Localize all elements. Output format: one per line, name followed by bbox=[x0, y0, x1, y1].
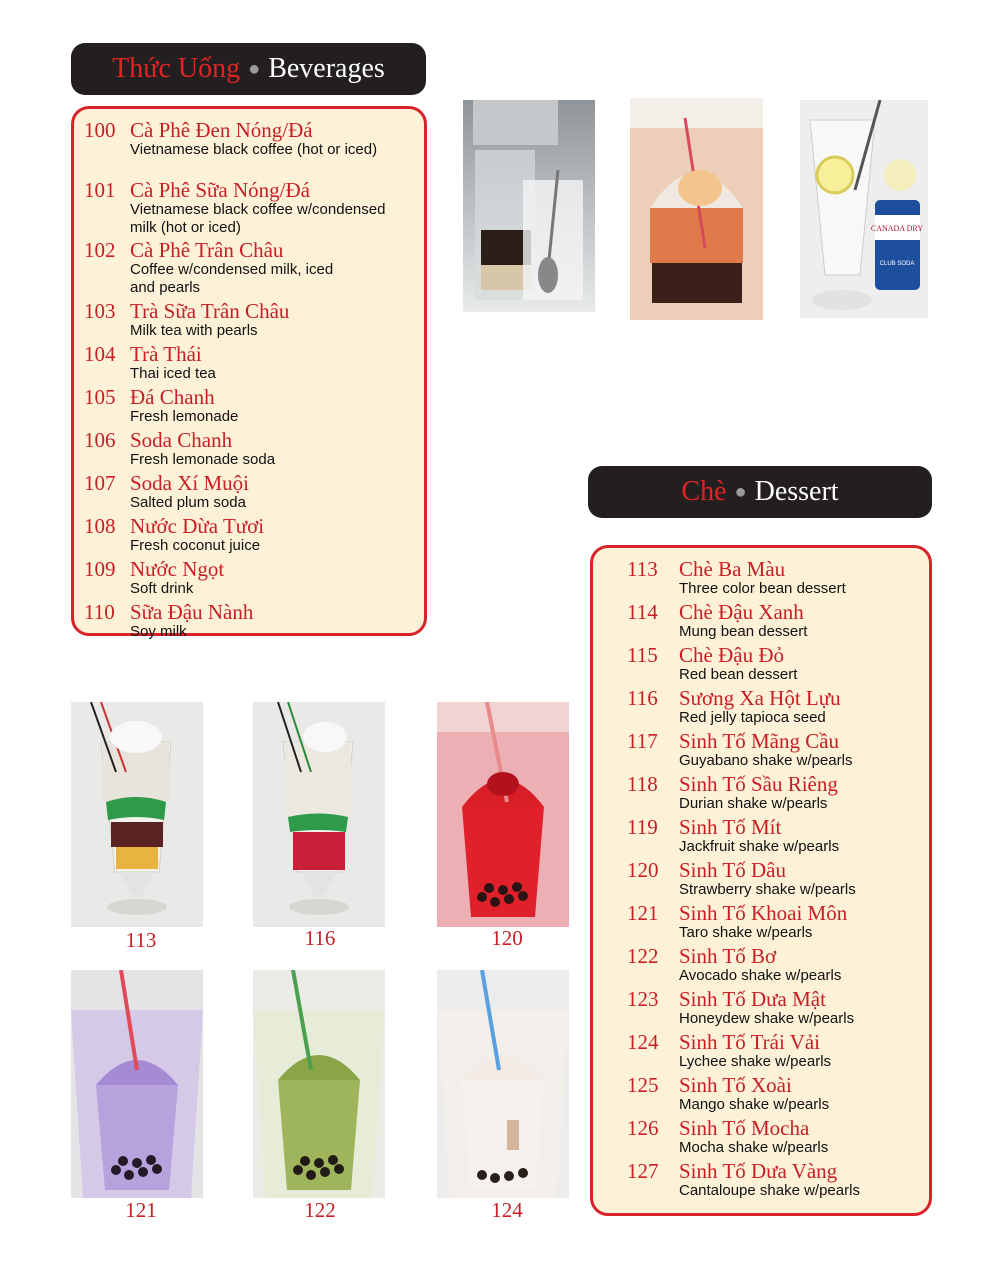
can-brand-label: CANADA DRY bbox=[870, 224, 924, 233]
item-number: 104 bbox=[84, 342, 116, 366]
photo-vietnamese-coffee bbox=[463, 100, 595, 312]
photo-lemonade-soda bbox=[800, 100, 928, 318]
item-name: Sinh Tố Mít bbox=[679, 815, 782, 839]
menu-item bbox=[84, 386, 424, 429]
item-description: Red jelly tapioca seed bbox=[679, 709, 826, 726]
menu-item bbox=[84, 601, 424, 644]
photo-shake-120 bbox=[437, 702, 569, 927]
item-name: Sinh Tố Khoai Môn bbox=[679, 901, 848, 925]
item-number: 114 bbox=[627, 600, 658, 624]
item-description: Vietnamese black coffee w/condensed milk (hot or iced) bbox=[130, 201, 386, 236]
item-name: Chè Ba Màu bbox=[679, 557, 786, 581]
item-name: Đá Chanh bbox=[130, 385, 215, 409]
item-description: Durian shake w/pearls bbox=[679, 795, 828, 812]
item-name: Soda Chanh bbox=[130, 428, 233, 452]
item-description: Mango shake w/pearls bbox=[679, 1096, 830, 1113]
menu-item bbox=[627, 859, 929, 902]
beverages-title-vi: Thức Uống bbox=[112, 53, 241, 84]
item-name: Trà Thái bbox=[130, 342, 202, 366]
photo-shake-124 bbox=[437, 970, 569, 1198]
photo-label-124: 124 bbox=[491, 1198, 523, 1222]
item-name: Nước Dừa Tươi bbox=[130, 514, 265, 538]
item-name: Nước Ngọt bbox=[130, 557, 225, 581]
item-name: Sinh Tố Trái Vải bbox=[679, 1030, 821, 1054]
item-name: Chè Đậu Xanh bbox=[679, 600, 804, 624]
item-number: 107 bbox=[84, 471, 116, 495]
item-number: 109 bbox=[84, 557, 116, 581]
item-number: 101 bbox=[84, 178, 116, 202]
menu-item bbox=[627, 601, 929, 644]
dessert-title-vi: Chè bbox=[681, 476, 727, 507]
item-number: 121 bbox=[627, 901, 659, 925]
item-description: Red bean dessert bbox=[679, 666, 798, 683]
photo-label-121: 121 bbox=[125, 1198, 157, 1222]
menu-item bbox=[627, 687, 929, 730]
item-name: Sinh Tố Dưa Vàng bbox=[679, 1159, 838, 1183]
item-description: Three color bean dessert bbox=[679, 580, 846, 597]
item-description: Fresh coconut juice bbox=[130, 537, 261, 554]
bullet-separator: ● bbox=[248, 57, 261, 80]
item-number: 120 bbox=[627, 858, 659, 882]
menu-item bbox=[84, 472, 424, 515]
item-number: 113 bbox=[627, 557, 658, 581]
item-name: Sinh Tố Xoài bbox=[679, 1073, 792, 1097]
item-name: Chè Đậu Đỏ bbox=[679, 643, 784, 667]
item-number: 116 bbox=[627, 686, 658, 710]
item-number: 106 bbox=[84, 428, 116, 452]
menu-item bbox=[84, 558, 424, 601]
item-name: Sương Xa Hột Lựu bbox=[679, 686, 841, 710]
beverages-title-en: Beverages bbox=[268, 53, 385, 84]
menu-item bbox=[84, 179, 424, 239]
item-name: Sinh Tố Sầu Riêng bbox=[679, 772, 838, 796]
menu-item bbox=[627, 644, 929, 687]
menu-item bbox=[84, 429, 424, 472]
menu-item bbox=[84, 515, 424, 558]
item-number: 119 bbox=[627, 815, 658, 839]
menu-item bbox=[627, 902, 929, 945]
item-description: Mocha shake w/pearls bbox=[679, 1139, 829, 1156]
menu-item bbox=[627, 945, 929, 988]
dessert-header bbox=[588, 466, 932, 518]
item-description: Fresh lemonade soda bbox=[130, 451, 276, 468]
photo-label-120: 120 bbox=[491, 926, 523, 950]
item-description: Soft drink bbox=[130, 580, 194, 597]
item-name: Sinh Tố Bơ bbox=[679, 944, 777, 968]
item-number: 117 bbox=[627, 729, 658, 753]
item-number: 122 bbox=[627, 944, 659, 968]
item-number: 105 bbox=[84, 385, 116, 409]
menu-item bbox=[627, 773, 929, 816]
beverages-menu-box bbox=[71, 106, 427, 640]
can-sub-label: CLUB SODA bbox=[879, 261, 915, 267]
photo-dessert-116 bbox=[253, 702, 385, 927]
item-number: 102 bbox=[84, 238, 116, 262]
item-number: 123 bbox=[627, 987, 659, 1011]
item-description: Vietnamese black coffee (hot or iced) bbox=[130, 141, 378, 158]
item-description: Taro shake w/pearls bbox=[679, 924, 813, 941]
photo-shake-122 bbox=[253, 970, 385, 1198]
item-number: 125 bbox=[627, 1073, 659, 1097]
item-description: Fresh lemonade bbox=[130, 408, 239, 425]
menu-item bbox=[627, 1160, 929, 1203]
item-description: Cantaloupe shake w/pearls bbox=[679, 1182, 860, 1199]
menu-item bbox=[627, 1117, 929, 1160]
item-number: 108 bbox=[84, 514, 116, 538]
item-description: Avocado shake w/pearls bbox=[679, 967, 842, 984]
menu-item bbox=[627, 1031, 929, 1074]
menu-item bbox=[84, 239, 424, 300]
item-name: Cà Phê Sữa Nóng/Đá bbox=[130, 178, 310, 202]
menu-item bbox=[627, 1074, 929, 1117]
item-name: Sinh Tố Mocha bbox=[679, 1116, 810, 1140]
item-number: 103 bbox=[84, 299, 116, 323]
bullet-separator: ● bbox=[734, 480, 747, 503]
photo-dessert-113 bbox=[71, 702, 203, 927]
item-description: Guyabano shake w/pearls bbox=[679, 752, 853, 769]
photo-label-122: 122 bbox=[304, 1198, 336, 1222]
item-number: 115 bbox=[627, 643, 658, 667]
photo-thai-tea bbox=[630, 98, 763, 320]
item-description: Mung bean dessert bbox=[679, 623, 808, 640]
dessert-title-en: Dessert bbox=[754, 476, 839, 507]
menu-item bbox=[627, 988, 929, 1031]
menu-item bbox=[627, 816, 929, 859]
item-number: 126 bbox=[627, 1116, 659, 1140]
item-name: Soda Xí Muội bbox=[130, 471, 250, 495]
item-description: Coffee w/condensed milk, iced and pearls bbox=[130, 261, 334, 296]
item-description: Salted plum soda bbox=[130, 494, 246, 511]
item-number: 127 bbox=[627, 1159, 659, 1183]
menu-item bbox=[627, 558, 929, 601]
menu-item bbox=[84, 119, 424, 179]
item-description: Jackfruit shake w/pearls bbox=[679, 838, 840, 855]
item-description: Milk tea with pearls bbox=[130, 322, 258, 339]
menu-item bbox=[84, 343, 424, 386]
item-number: 100 bbox=[84, 118, 116, 142]
item-number: 124 bbox=[627, 1030, 659, 1054]
item-description: Thai iced tea bbox=[130, 365, 216, 382]
item-name: Sinh Tố Mãng Cầu bbox=[679, 729, 840, 753]
menu-item bbox=[627, 730, 929, 773]
item-description: Soy milk bbox=[130, 623, 187, 640]
dessert-menu-box bbox=[590, 545, 932, 1216]
item-description: Strawberry shake w/pearls bbox=[679, 881, 856, 898]
photo-label-113: 113 bbox=[125, 928, 157, 952]
photo-shake-121 bbox=[71, 970, 203, 1198]
beverages-header bbox=[71, 43, 426, 95]
item-name: Sữa Đậu Nành bbox=[130, 600, 254, 624]
item-name: Cà Phê Đen Nóng/Đá bbox=[130, 118, 313, 142]
item-name: Trà Sữa Trân Châu bbox=[130, 299, 290, 323]
item-number: 118 bbox=[627, 772, 658, 796]
item-name: Cà Phê Trân Châu bbox=[130, 238, 284, 262]
item-number: 110 bbox=[84, 600, 115, 624]
menu-item bbox=[84, 300, 424, 343]
item-name: Sinh Tố Dưa Mật bbox=[679, 987, 826, 1011]
item-name: Sinh Tố Dâu bbox=[679, 858, 786, 882]
item-description: Lychee shake w/pearls bbox=[679, 1053, 832, 1070]
photo-label-116: 116 bbox=[304, 926, 336, 950]
item-description: Honeydew shake w/pearls bbox=[679, 1010, 855, 1027]
